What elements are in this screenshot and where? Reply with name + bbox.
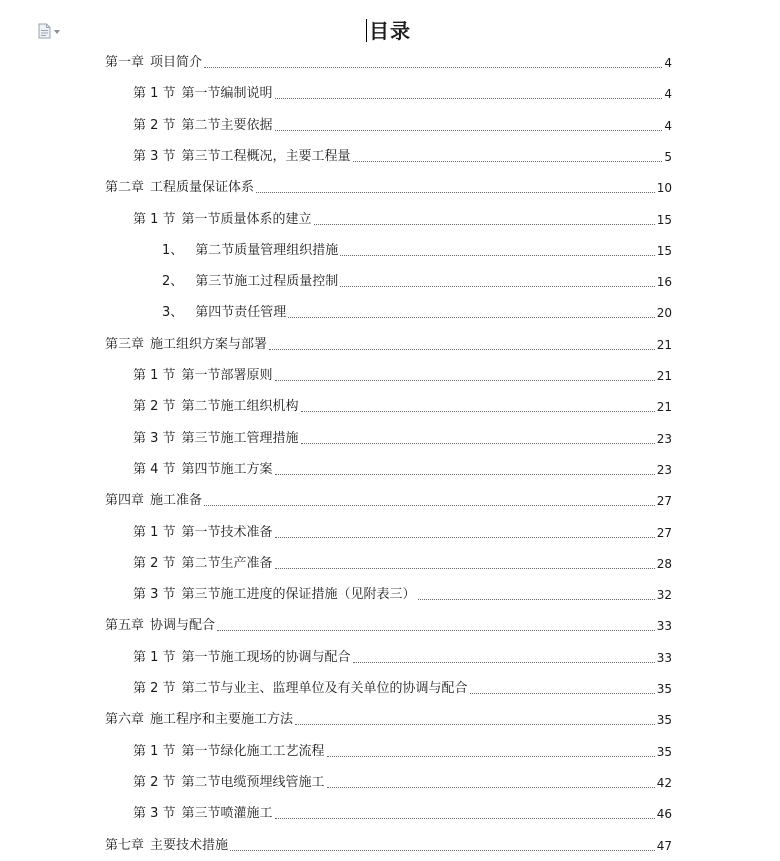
toc-entry-number: 第 3 节 [133, 587, 176, 603]
toc-entry-title: 第一节绿化施工工艺流程 [181, 743, 325, 759]
toc-entry-number: 第 4 节 [133, 461, 176, 477]
toc-entry-number: 第 1 节 [133, 524, 176, 540]
toc-entry-title: 第二节电缆预埋线管施工 [181, 774, 325, 790]
toc-entry-number: 第七章 [105, 837, 145, 853]
toc-dot-leader [353, 161, 663, 162]
toc-entry[interactable] [133, 647, 672, 667]
toc-dot-leader [340, 255, 654, 256]
toc-dot-leader [275, 380, 655, 381]
toc-entry[interactable] [133, 428, 672, 448]
toc-entry-page-number: 20 [656, 306, 672, 321]
toc-entry-title: 工程质量保证体系 [150, 180, 255, 196]
text-cursor [366, 19, 367, 42]
toc-entry-number: 第 3 节 [133, 430, 176, 446]
page-title-text: 目录 [369, 19, 411, 43]
toc-entry[interactable] [133, 83, 672, 103]
toc-entry-page-number: 4 [664, 118, 672, 133]
toc-dot-leader [353, 662, 655, 663]
toc-entry-page-number: 33 [656, 619, 672, 634]
toc-entry-number: 第 1 节 [133, 211, 176, 227]
toc-dot-leader [288, 317, 654, 318]
toc-entry[interactable] [133, 115, 672, 135]
toc-dot-leader [275, 818, 655, 819]
toc-entry-page-number: 15 [656, 243, 672, 258]
toc-entry-page-number: 21 [656, 369, 672, 383]
toc-entry-page-number: 32 [656, 588, 672, 603]
toc-entry-number: 第五章 [105, 618, 145, 634]
toc-entry-page-number: 4 [664, 56, 672, 70]
toc-entry[interactable] [133, 803, 672, 823]
toc-entry-page-number: 35 [656, 682, 672, 696]
toc-entry-number: 第一章 [105, 55, 145, 70]
toc-entry-page-number: 47 [656, 838, 672, 853]
toc-entry-title: 第三节施工过程质量控制 [195, 274, 339, 290]
toc-entry-page-number: 28 [656, 556, 672, 571]
toc-entry-title: 第一节质量体系的建立 [181, 211, 312, 227]
toc-dot-leader [314, 224, 655, 225]
toc-entry-title: 第三节工程概况，主要工程量 [181, 148, 351, 164]
toc-dot-leader [340, 286, 654, 287]
toc-entry-title: 第二节施工组织机构 [181, 399, 299, 415]
toc-entry-page-number: 16 [656, 275, 672, 290]
toc-entry[interactable] [133, 396, 672, 416]
toc-entry-page-number: 21 [656, 337, 672, 352]
toc-entry-title: 主要技术措施 [150, 837, 229, 853]
toc-entry[interactable] [133, 584, 672, 604]
toc-dot-leader [204, 67, 662, 68]
toc-entry-page-number: 4 [664, 87, 672, 102]
toc-entry-title: 项目简介 [150, 55, 203, 70]
toc-entry-number: 第 1 节 [133, 743, 176, 759]
toc-entry-title: 第一节施工现场的协调与配合 [181, 649, 351, 665]
toc-entry[interactable] [133, 772, 672, 792]
toc-entry[interactable] [162, 302, 672, 322]
toc-entry-title: 第一节部署原则 [181, 368, 273, 383]
toc-entry[interactable] [105, 709, 672, 729]
toc-entry[interactable] [162, 271, 672, 291]
toc-entry-number: 第 1 节 [133, 368, 176, 383]
toc-dot-leader [275, 537, 655, 538]
toc-dot-leader [418, 599, 655, 600]
toc-dot-leader [295, 724, 655, 725]
toc-entry[interactable] [105, 835, 672, 855]
toc-entry-page-number: 21 [656, 400, 672, 415]
toc-entry-page-number: 23 [656, 431, 672, 446]
toc-entry-page-number: 5 [664, 149, 672, 164]
toc-dot-leader [327, 787, 655, 788]
toc-entry-number: 第三章 [105, 336, 145, 352]
toc-entry-title: 施工程序和主要施工方法 [150, 712, 294, 728]
toc-entry-number: 第 2 节 [133, 774, 176, 790]
toc-entry-page-number: 27 [656, 525, 672, 540]
toc-dot-leader [256, 192, 655, 193]
toc-entry[interactable] [105, 334, 672, 354]
toc-entry-title: 第四节施工方案 [181, 461, 273, 477]
toc-entry-number: 第 2 节 [133, 117, 176, 133]
title-container [0, 18, 780, 44]
toc-entry[interactable] [133, 459, 672, 479]
toc-entry[interactable] [162, 240, 672, 260]
toc-dot-leader [275, 130, 663, 131]
toc-entry-number: 第 2 节 [133, 555, 176, 571]
toc-entry-title: 第四节责任管理 [195, 305, 287, 321]
toc-entry[interactable] [133, 146, 672, 166]
toc-entry-title: 施工组织方案与部署 [150, 336, 268, 352]
toc-dot-leader [217, 630, 655, 631]
toc-entry-number: 3、 [162, 305, 184, 321]
toc-entry-title: 第一节编制说明 [181, 86, 273, 102]
toc-dot-leader [301, 443, 655, 444]
toc-entry[interactable] [105, 615, 672, 635]
toc-entry-number: 第六章 [105, 712, 145, 728]
toc-entry-number: 1、 [162, 242, 184, 258]
toc-entry-title: 第三节喷灌施工 [181, 806, 273, 822]
toc-entry-title: 第三节施工进度的保证措施（见附表三） [181, 587, 416, 603]
toc-entry-title: 第二节生产准备 [181, 555, 273, 571]
toc-entry-title: 协调与配合 [150, 618, 216, 634]
toc-entry-title: 第二节与业主、监理单位及有关单位的协调与配合 [181, 681, 468, 696]
toc-entry-page-number: 35 [656, 713, 672, 728]
toc-entry-number: 第四章 [105, 493, 145, 509]
toc-entry-title: 第二节质量管理组织措施 [195, 242, 339, 258]
toc-entry-page-number: 42 [656, 775, 672, 790]
toc-entry[interactable] [105, 490, 672, 510]
toc-dot-leader [470, 693, 655, 694]
toc-entry-page-number: 15 [656, 212, 672, 227]
toc-entry[interactable] [133, 678, 672, 698]
toc-entry-number: 第二章 [105, 180, 145, 196]
toc-entry-number: 第 3 节 [133, 806, 176, 822]
toc-entry[interactable] [105, 177, 672, 197]
toc-entry-number: 2、 [162, 274, 184, 290]
toc-entry[interactable] [133, 365, 672, 385]
toc-dot-leader [275, 474, 655, 475]
toc-entry[interactable] [105, 52, 672, 72]
toc-dot-leader [275, 568, 655, 569]
toc-entry-number: 第 1 节 [133, 649, 176, 665]
toc-dot-leader [301, 411, 655, 412]
toc-entry-page-number: 10 [656, 181, 672, 196]
toc-entry-number: 第 2 节 [133, 399, 176, 415]
toc-dot-leader [230, 850, 655, 851]
toc-dot-leader [275, 98, 663, 99]
toc-entry-title: 施工准备 [150, 493, 203, 509]
toc-dot-leader [269, 349, 655, 350]
toc-entry[interactable] [133, 522, 672, 542]
toc-entry-number: 第 2 节 [133, 681, 176, 696]
toc-entry-title: 第二节主要依据 [181, 117, 273, 133]
toc-entry-page-number: 27 [656, 494, 672, 509]
page-title[interactable] [369, 18, 411, 44]
toc-entry[interactable] [133, 553, 672, 573]
toc-entry-page-number: 23 [656, 462, 672, 477]
toc-entry-page-number: 35 [656, 744, 672, 759]
toc-entry-title: 第三节施工管理措施 [181, 430, 299, 446]
toc-entry[interactable] [133, 209, 672, 229]
toc-entry-number: 第 3 节 [133, 148, 176, 164]
toc-entry-page-number: 33 [656, 650, 672, 665]
toc-entry-page-number: 46 [656, 807, 672, 822]
toc-entry-title: 第一节技术准备 [181, 524, 273, 540]
toc-entry-number: 第 1 节 [133, 86, 176, 102]
toc-dot-leader [327, 756, 655, 757]
toc-entry[interactable] [133, 741, 672, 761]
toc-dot-leader [204, 505, 655, 506]
